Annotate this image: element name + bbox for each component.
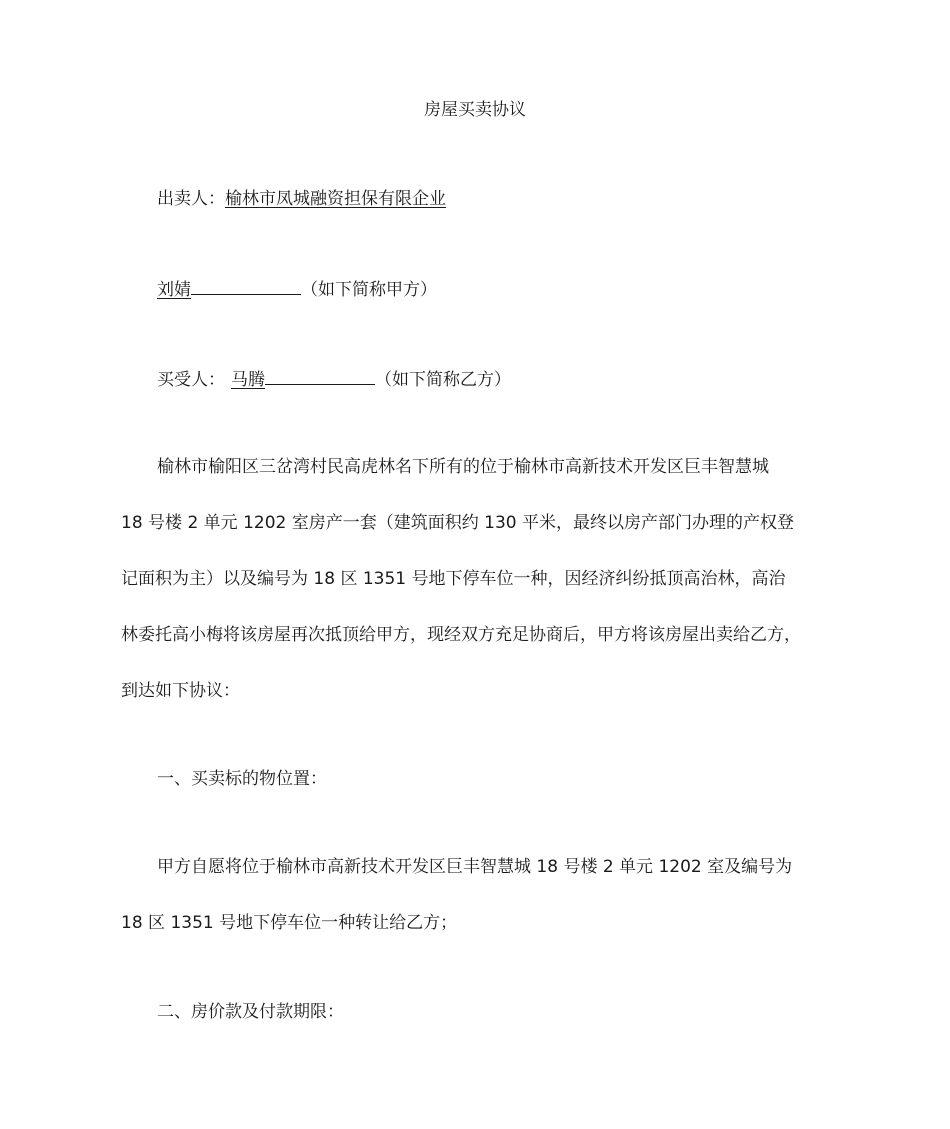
document-title: 房屋买卖协议	[424, 100, 526, 120]
seller-blank-underline	[191, 276, 301, 295]
buyer-alias: （如下简称乙方）	[375, 370, 511, 390]
section2-heading: 二、房价款及付款期限：	[157, 1002, 344, 1022]
seller-person-line	[157, 276, 437, 302]
section1-heading: 一、买卖标的物位置：	[157, 769, 327, 789]
buyer-label: 买受人：	[157, 370, 225, 390]
section1-line: 甲方自愿将位于榆林市高新技术开发区巨丰智慧城 18 号楼 2 单元 1202 室及编号为	[157, 857, 793, 877]
intro-paragraph	[121, 455, 837, 735]
buyer-blank-underline	[265, 366, 375, 385]
intro-line: 到达如下协议：	[121, 681, 240, 701]
intro-line: 记面积为主）以及编号为 18 区 1351 号地下停车位一种，因经济纠纷抵顶高治林，高治	[121, 569, 786, 589]
intro-line: 榆林市榆阳区三岔湾村民高虎林名下所有的位于榆林市高新技术开发区巨丰智慧城	[157, 457, 769, 477]
seller-line	[157, 187, 446, 211]
seller-label: 出卖人：	[157, 189, 225, 209]
section1-paragraph	[121, 855, 837, 967]
seller-person: 刘婧	[157, 280, 191, 300]
buyer-name: 马腾	[231, 370, 265, 390]
intro-line: 林委托高小梅将该房屋再次抵顶给甲方，现经双方充足协商后，甲方将该房屋出卖给乙方，	[121, 625, 801, 645]
seller-name: 榆林市凤城融资担保有限企业	[225, 189, 446, 209]
buyer-line	[157, 366, 511, 392]
section1-line: 18 区 1351 号地下停车位一种转让给乙方；	[121, 913, 458, 933]
intro-line: 18 号楼 2 单元 1202 室房产一套（建筑面积约 130 平米，最终以房产部门办理的产权登	[121, 513, 794, 533]
seller-alias: （如下简称甲方）	[301, 280, 437, 300]
